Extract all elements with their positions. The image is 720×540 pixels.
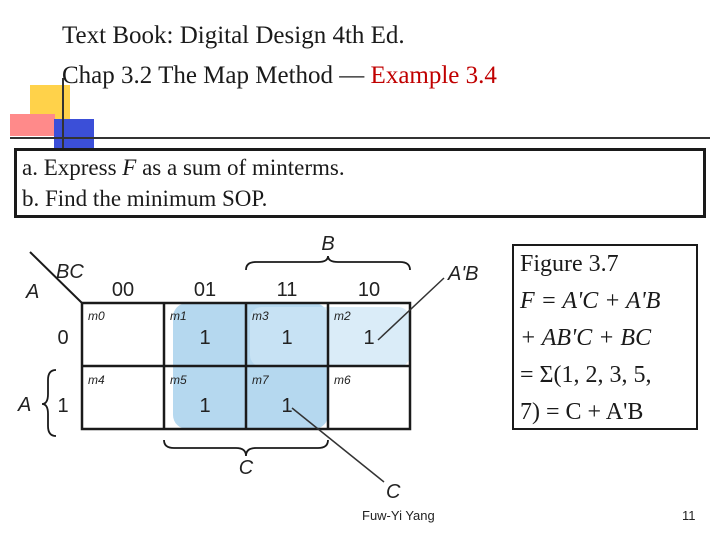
- figure-caption-box: [512, 244, 698, 430]
- minterm-label: m1: [170, 309, 187, 323]
- b-brace: [246, 256, 410, 270]
- minterm-label: m2: [334, 309, 351, 323]
- figure-equation-line-1: F = A'C + A'B: [520, 288, 661, 314]
- col-code-10: 10: [357, 279, 381, 301]
- row-code-1: 1: [57, 395, 69, 417]
- cell-value: 1: [363, 327, 375, 349]
- slide-title-line-1: Text Book: Digital Design 4th Ed.: [62, 22, 405, 49]
- task-a-prefix: a. Express: [22, 155, 123, 180]
- b-label: B: [321, 233, 335, 255]
- c-pointer-label: C: [386, 481, 401, 503]
- minterm-label: m3: [252, 309, 269, 323]
- a-prime-b-label: A'B: [448, 263, 479, 285]
- title-chapter: Chap 3.2 The Map Method —: [62, 62, 371, 89]
- cell-value: 1: [199, 327, 211, 349]
- page-number: 11: [682, 508, 696, 523]
- minterm-label: m6: [334, 373, 351, 387]
- figure-equation-line-3: = Σ(1, 2, 3, 5,: [520, 362, 652, 388]
- c-pointer: [292, 408, 384, 482]
- col-code-11: 11: [276, 279, 298, 301]
- figure-title: Figure 3.7: [520, 251, 619, 277]
- corner-bc-label: BC: [56, 261, 84, 283]
- group-a-prime-b-shade: [250, 307, 410, 367]
- cell-value: 1: [199, 395, 211, 417]
- footer-author: Fuw-Yi Yang: [362, 508, 435, 523]
- cell-value: 1: [281, 395, 293, 417]
- figure-equation-line-4: 7) = C + A'B: [520, 399, 644, 425]
- minterm-label: m4: [88, 373, 105, 387]
- col-code-01: 01: [193, 279, 217, 301]
- col-code-00: 00: [111, 279, 135, 301]
- c-brace: [164, 440, 328, 456]
- corner-a-label: A: [26, 281, 40, 303]
- a-brace: [42, 370, 56, 436]
- a-label: A: [18, 394, 32, 416]
- task-a-suffix: as a sum of minterms.: [136, 155, 345, 180]
- row-code-0: 0: [57, 327, 69, 349]
- cell-value: 1: [281, 327, 293, 349]
- task-line-b: b. Find the minimum SOP.: [22, 186, 268, 211]
- minterm-label: m0: [88, 309, 105, 323]
- task-a-variable: F: [122, 155, 137, 180]
- figure-equation-line-2: + AB'C + BC: [520, 325, 652, 351]
- c-label: C: [238, 457, 254, 479]
- title-example: Example 3.4: [370, 62, 497, 89]
- minterm-label: m5: [170, 373, 187, 387]
- minterm-label: m7: [252, 373, 269, 387]
